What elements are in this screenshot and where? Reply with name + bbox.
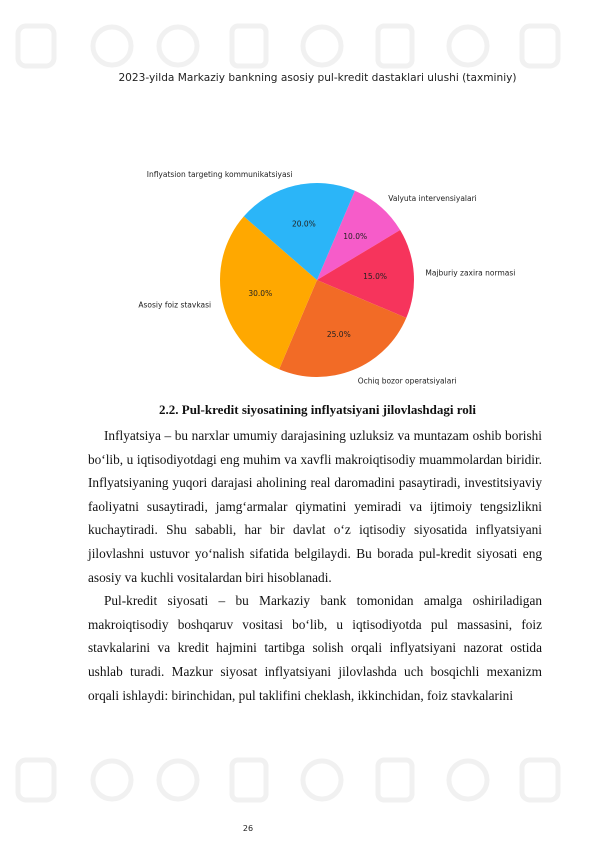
pie-category-label: Valyuta intervensiyalari bbox=[388, 194, 477, 204]
body-text bbox=[88, 424, 542, 707]
paragraph: Inflyatsiya – bu narxlar umumiy darajasining uzluksiz va muntazam oshib borishi bo‘lib, u iqtisodiyotdagi eng muhim va xavfli makroiqtisodiy muammolardan biridir. Inflyatsiyaning yuqori darajasi aholining real daromadini pasaytiradi, investitsiyaviy faoliyatni susaytiradi, jamg‘armalar qiymatini yemiradi va ijtimoiy tengsizlikni kuchaytiradi. Shu sababli, har bir davlat o‘z iqtisodiy siyosatida inflyatsiyani jilovlashni ustuvor yo‘nalish sifatida belgilaydi. Bu borada pul-kredit siyosati eng asosiy va kuchli vositalardan biri hisoblanadi. bbox=[88, 428, 542, 585]
pie-percent-label: 10.0% bbox=[343, 232, 368, 242]
page-number: 26 bbox=[242, 824, 254, 833]
pie-category-label: Asosiy foiz stavkasi bbox=[138, 300, 212, 310]
pie-percent-label: 15.0% bbox=[363, 271, 387, 281]
pie-percent-label: 30.0% bbox=[248, 289, 273, 299]
pie-percent-label: 20.0% bbox=[291, 219, 316, 229]
chart-title: 2023-yilda Markaziy bankning asosiy pul-kredit dastaklari ulushi (taxminiy) bbox=[118, 72, 517, 84]
pie-chart bbox=[0, 0, 595, 400]
pie-percent-label: 25.0% bbox=[326, 329, 351, 339]
section-title: 2.2. Pul-kredit siyosatining inflyatsiyani jilovlashdagi roli bbox=[159, 402, 476, 417]
pie-category-label: Inflyatsion targeting kommunikatsiyasi bbox=[146, 170, 293, 180]
pie-category-label: Ochiq bozor operatsiyalari bbox=[357, 376, 457, 386]
paragraph: Pul-kredit siyosati – bu Markaziy bank tomonidan amalga oshiriladigan makroiqtisodiy boshqaruv vositasi bo‘lib, u iqtisodiyotda pul massasini, foiz stavkalarini va kredit hajmini tartibga solish orqali inflyatsiyani nazorat ostida ushlab turadi. Mazkur siyosat inflyatsiyani jilovlashda uch bosqichli mexanizm orqali ishlaydi: birinchidan, pul taklifini cheklash, ikkinchidan, foiz stavkalarini bbox=[88, 593, 542, 703]
pie-category-label: Majburiy zaxira normasi bbox=[425, 268, 516, 278]
